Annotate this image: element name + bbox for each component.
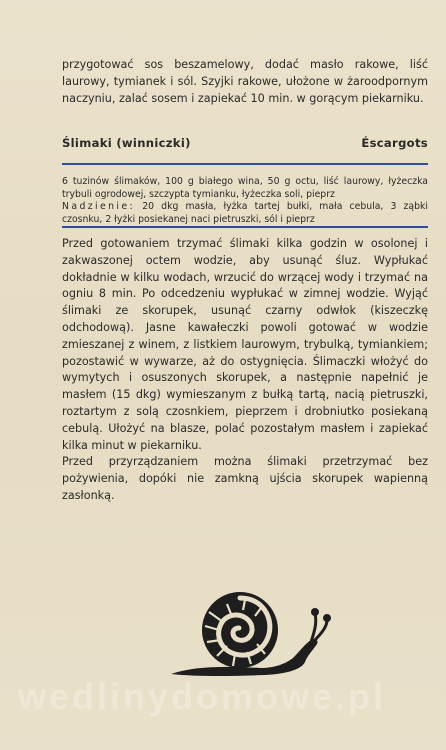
ingredients-main: 6 tuzinów ślimaków, 100 g białego wina, 50 g octu, liść laurowy, łyżeczka trybuli ogrodowej, szczypta tymianku, łyżeczka soli, pieprz bbox=[62, 176, 428, 200]
instructions-paragraph-2: Przed przyrządzaniem można ślimaki przetrzymać bez pożywienia, dopóki nie zamkną ujścia skorupek wapienną zasłonką. bbox=[62, 455, 428, 502]
ingredients-block bbox=[62, 176, 428, 226]
snail-illustration bbox=[165, 582, 335, 682]
recipe-title-polish: Ślimaki (winniczki) bbox=[62, 136, 191, 150]
recipe-title-french: Éscargots bbox=[361, 136, 428, 150]
stuffing-label: Nadzienie: bbox=[62, 201, 136, 213]
blue-rule-bottom bbox=[62, 226, 428, 228]
intro-paragraph: przygotować sos beszamelowy, dodać masło rakowe, liść laurowy, tymianek i sól. Szyjki rakowe, ułożone w żaroodpornym naczyniu, zalać sosem i zapiekać 10 min. w gorącym piekarniku. bbox=[62, 58, 428, 106]
stuffing-text: 20 dkg masła, łyżka tartej bułki, mała cebula, 3 ząbki czosnku, 2 łyżki posiekanej naci pietruszki, sól i pieprz bbox=[62, 201, 428, 225]
recipe-title-row bbox=[62, 136, 428, 150]
instructions-paragraph-1: Przed gotowaniem trzymać ślimaki kilka godzin w osolonej i zakwaszonej octem wodzie, aby usunąć śluz. Wypłukać dokładnie w kilku wodach, wrzucić do wrzącej wody i trzymać na ogniu 8 min. Po odcedzeniu wypłukać w zimnej wodzie. Wyjąć ślimaki ze skorupek, usunąć czarny odwłok (kiszeczkę odchodową). Jasne kawałeczki powoli gotować w wodzie zmieszanej z winem, z listkiem laurowym, trybulką, tymiankiem; pozostawić w wywarze, aż do ostygnięcia. Ślimaczki włożyć do wymytych i osuszonych skorupek, a następnie napełnić je masłem (15 dkg) wymieszanym z bułką tartą, nacią pietruszki, roztartym z solą czosnkiem, pieprzem i drobniutko posiekaną cebulą. Ułożyć na blasze, polać pozostałym masłem i zapiekać kilka minut w piekarniku. bbox=[62, 237, 428, 452]
recipe-instructions bbox=[62, 236, 428, 505]
site-watermark: wedlinydomowe.pl bbox=[18, 676, 387, 717]
blue-rule-top bbox=[62, 163, 428, 165]
